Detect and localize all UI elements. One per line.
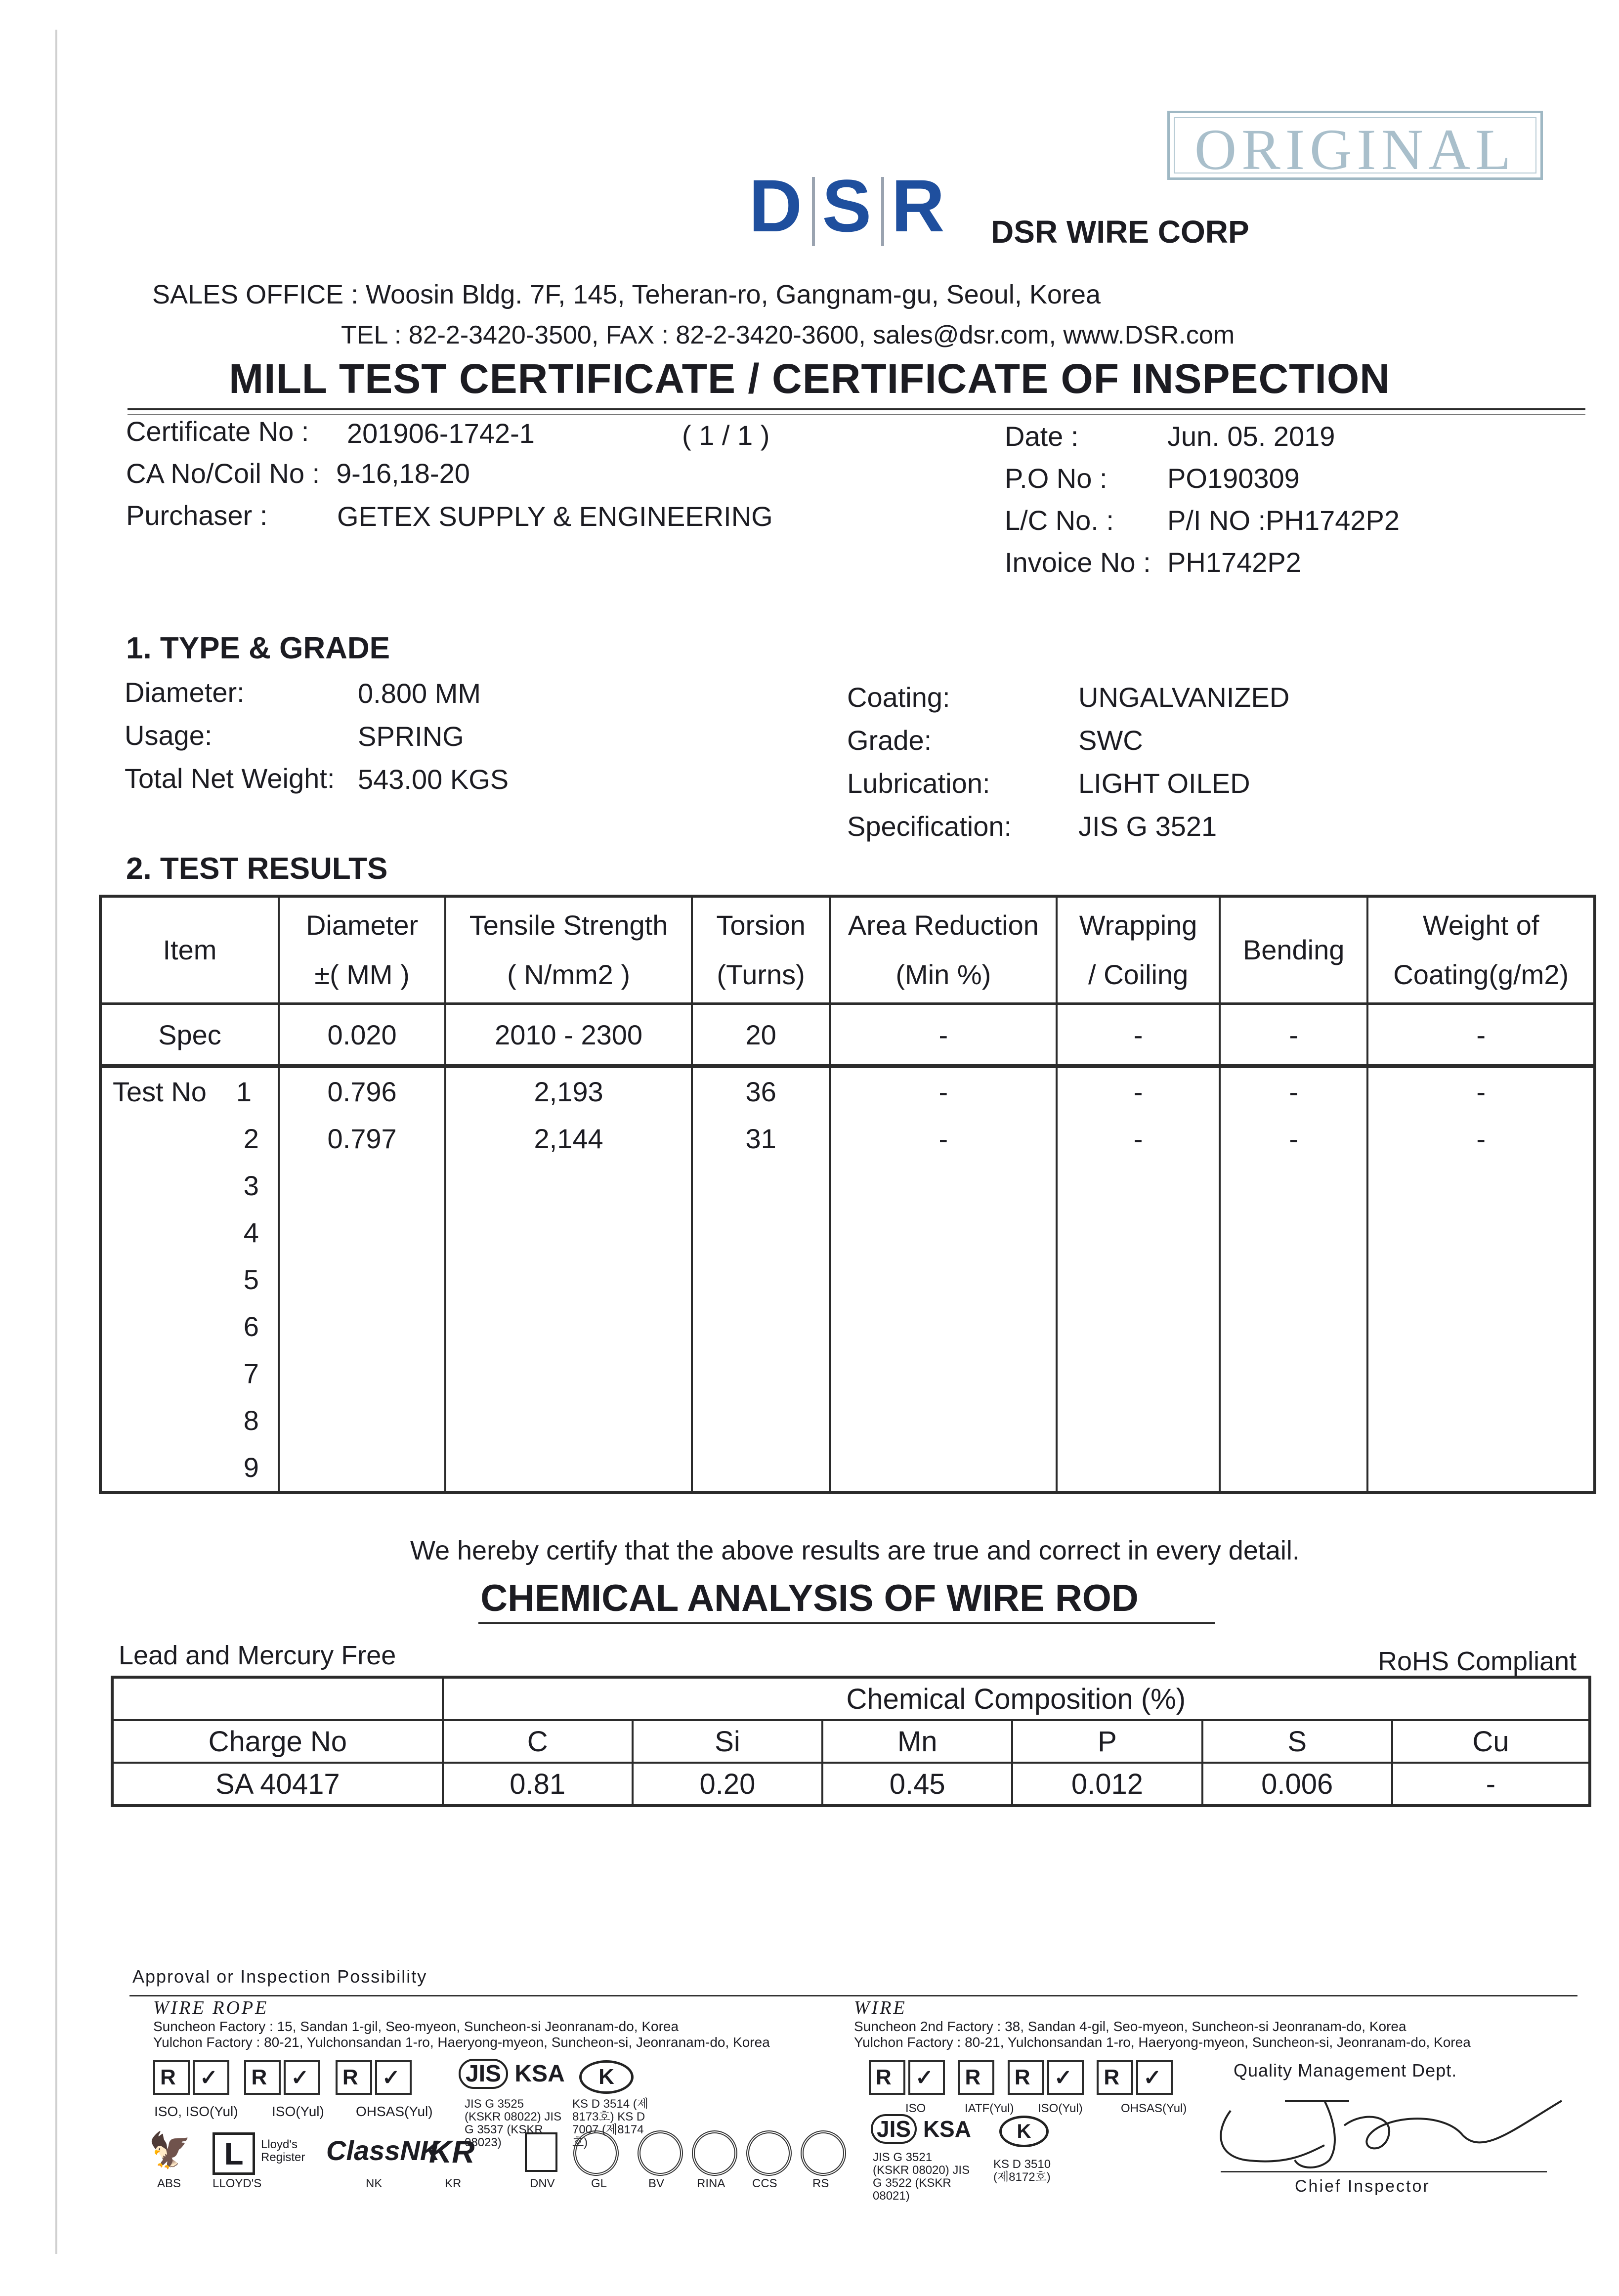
classnk-logo: ClassNK <box>326 2135 440 2166</box>
cert-logo-icon: R <box>1097 2060 1133 2095</box>
class-label: GL <box>591 2177 607 2190</box>
chem-value: 0.006 <box>1202 1763 1392 1806</box>
lloyds-icon: L <box>213 2132 255 2175</box>
cert-no: 201906-1742-1 <box>347 418 535 449</box>
lloyds-text: Lloyd's Register <box>261 2138 305 2164</box>
th-bending: Bending <box>1220 896 1368 1004</box>
test-torsion: 31 <box>692 1115 830 1162</box>
test-row <box>100 1397 1595 1444</box>
test-row <box>100 1256 1595 1303</box>
chem-value-row <box>112 1763 1590 1806</box>
wire-ks-mark-icon: K <box>999 2116 1049 2147</box>
chem-composition-label: Chemical Composition (%) <box>443 1677 1590 1720</box>
rope-cert-label: ISO, ISO(Yul) <box>154 2104 238 2119</box>
test-bending: - <box>1220 1066 1368 1115</box>
document-title: MILL TEST CERTIFICATE / CERTIFICATE OF INSPECTION <box>229 355 1390 402</box>
test-no-cell <box>100 1066 279 1115</box>
test-row <box>100 1162 1595 1209</box>
wire-jis-ksa-logo: JIS KSA <box>871 2116 971 2142</box>
weight-value: 543.00 KGS <box>358 764 509 795</box>
chem-element: C <box>443 1720 633 1763</box>
bv-seal-icon <box>638 2130 683 2176</box>
class-label: RS <box>812 2177 829 2190</box>
chem-value: - <box>1392 1763 1590 1806</box>
gl-seal-icon <box>573 2130 619 2176</box>
test-row <box>100 1115 1595 1162</box>
test-diameter: 0.797 <box>279 1115 445 1162</box>
chemical-heading-rule <box>478 1622 1215 1624</box>
lubrication-value: LIGHT OILED <box>1078 768 1250 799</box>
test-area: - <box>830 1115 1057 1162</box>
spec-value: JIS G 3521 <box>1078 811 1217 842</box>
spec-label: Specification: <box>847 811 1012 842</box>
spec-torsion: 20 <box>692 1004 830 1066</box>
test-number: 2 <box>100 1115 279 1162</box>
th-coating: Weight of Coating(g/m2) <box>1367 896 1595 1004</box>
suncheon-address: Suncheon Factory : 15, Sandan 1-gil, Seo-myeon, Suncheon-si Jeonranam-do, Korea <box>153 2019 679 2034</box>
class-label: DNV <box>530 2177 555 2190</box>
test-number: 7 <box>100 1350 279 1397</box>
test-torsion: 36 <box>692 1066 830 1115</box>
date-label: Date : <box>1005 421 1079 452</box>
spec-label-cell: Spec <box>100 1004 279 1066</box>
ca-label: CA No/Coil No : <box>126 458 320 489</box>
chemical-heading: CHEMICAL ANALYSIS OF WIRE ROD <box>480 1577 1139 1619</box>
test-bending: - <box>1220 1115 1368 1162</box>
chem-charge-label: Charge No <box>112 1720 443 1763</box>
diameter-value: 0.800 MM <box>358 678 481 709</box>
th-item: Item <box>100 896 279 1004</box>
class-label: NK <box>366 2177 383 2190</box>
company-name: DSR WIRE CORP <box>991 214 1249 250</box>
wire-jis-standards: JIS G 3521 (KSKR 08020) JIS G 3522 (KSKR 08021) <box>873 2151 970 2203</box>
wire-cert-label: IATF(Yul) <box>965 2102 1014 2115</box>
po-label: P.O No : <box>1005 463 1108 494</box>
cert-logo-icon: R <box>958 2060 994 2095</box>
chem-value: 0.012 <box>1012 1763 1202 1806</box>
test-coating: - <box>1367 1066 1595 1115</box>
chem-element: Cu <box>1392 1720 1590 1763</box>
th-wrapping: Wrapping / Coiling <box>1057 896 1220 1004</box>
th-torsion: Torsion (Turns) <box>692 896 830 1004</box>
rope-cert-logos <box>153 2060 415 2097</box>
original-stamp <box>1167 111 1543 180</box>
title-rule-thin <box>128 414 1585 415</box>
cert-logo-icon: ✓ <box>908 2060 945 2095</box>
spec-wrapping: - <box>1057 1004 1220 1066</box>
wire-cert-logos <box>869 2060 1176 2097</box>
cert-logo-icon: ✓ <box>284 2060 320 2095</box>
class-label: ABS <box>157 2177 181 2190</box>
test-number: 9 <box>100 1444 279 1492</box>
test-row <box>100 1350 1595 1397</box>
cert-logo-icon: ✓ <box>1136 2060 1173 2095</box>
dnv-icon <box>525 2132 557 2172</box>
test-number: 1 <box>236 1076 252 1107</box>
chem-header-row <box>112 1720 1590 1763</box>
test-wrapping: - <box>1057 1066 1220 1115</box>
class-label: KR <box>445 2177 462 2190</box>
spec-diameter: 0.020 <box>279 1004 445 1066</box>
suncheon2-address: Suncheon 2nd Factory : 38, Sandan 4-gil, Seo-myeon, Suncheon-si Jeonranam-do, Korea <box>854 2019 1406 2034</box>
coating-label: Coating: <box>847 682 950 713</box>
grade-value: SWC <box>1078 725 1143 756</box>
cert-logo-icon: ✓ <box>193 2060 229 2095</box>
cert-logo-icon: R <box>244 2060 281 2095</box>
test-number: 5 <box>100 1256 279 1303</box>
test-wrapping: - <box>1057 1115 1220 1162</box>
class-label: BV <box>648 2177 665 2190</box>
coating-value: UNGALVANIZED <box>1078 682 1290 713</box>
usage-value: SPRING <box>358 721 464 752</box>
spec-bending: - <box>1220 1004 1368 1066</box>
logo-letter-d: D <box>749 164 806 247</box>
rope-jis-standards: JIS G 3525 (KSKR 08022) JIS G 3537 (KSKR 08023) <box>465 2097 562 2149</box>
chem-element: Mn <box>822 1720 1012 1763</box>
test-results-heading: 2. TEST RESULTS <box>126 852 388 886</box>
chem-group-row <box>112 1677 1590 1720</box>
chem-element: P <box>1012 1720 1202 1763</box>
footer-rule <box>129 1995 1577 1996</box>
approval-text: Approval or Inspection Possibility <box>132 1966 427 1987</box>
test-number: 6 <box>100 1303 279 1350</box>
jis-ksa-logo: JIS KSA <box>459 2060 565 2087</box>
date-value: Jun. 05. 2019 <box>1167 421 1335 452</box>
kr-logo: KR <box>429 2134 475 2169</box>
rope-cert-label: ISO(Yul) <box>272 2104 324 2119</box>
wire-label: WIRE <box>854 1997 907 2018</box>
cert-no-label: Certificate No : <box>126 416 309 447</box>
usage-label: Usage: <box>125 720 213 751</box>
test-coating: - <box>1367 1115 1595 1162</box>
chem-charge-no: SA 40417 <box>112 1763 443 1806</box>
wire-cert-label: ISO <box>905 2102 926 2115</box>
wire-rope-label: WIRE ROPE <box>153 1997 269 2018</box>
cert-logo-icon: R <box>153 2060 190 2095</box>
purchaser-value: GETEX SUPPLY & ENGINEERING <box>337 501 773 532</box>
rina-seal-icon <box>692 2130 737 2176</box>
class-label: LLOYD'S <box>213 2177 262 2190</box>
sales-office: SALES OFFICE : Woosin Bldg. 7F, 145, Teheran-ro, Gangnam-gu, Seoul, Korea <box>152 280 1101 309</box>
test-row <box>100 1209 1595 1256</box>
test-no-label: Test No <box>113 1076 207 1107</box>
rope-cert-label: OHSAS(Yul) <box>356 2104 433 2119</box>
chem-value: 0.45 <box>822 1763 1012 1806</box>
ccs-seal-icon <box>746 2130 792 2176</box>
chem-value: 0.20 <box>633 1763 822 1806</box>
page-count: ( 1 / 1 ) <box>682 420 770 451</box>
title-rule <box>128 408 1585 410</box>
dsr-logo <box>749 163 948 249</box>
chemical-table <box>111 1676 1591 1807</box>
spec-area: - <box>830 1004 1057 1066</box>
po-value: PO190309 <box>1167 463 1300 494</box>
test-row <box>100 1066 1595 1115</box>
diameter-label: Diameter: <box>125 677 245 708</box>
wire-ks-standards: KS D 3510 (제8172호) <box>993 2158 1051 2184</box>
original-stamp-text: ORIGINAL <box>1194 117 1516 182</box>
inspector-signature <box>1186 2081 1572 2175</box>
qm-dept: Quality Management Dept. <box>1234 2060 1457 2080</box>
scan-edge <box>55 30 57 2254</box>
th-tensile: Tensile Strength ( N/mm2 ) <box>445 896 692 1004</box>
spec-row <box>100 1004 1595 1066</box>
test-row <box>100 1303 1595 1350</box>
lc-value: P/I NO :PH1742P2 <box>1167 505 1400 536</box>
yulchon-address: Yulchon Factory : 80-21, Yulchonsandan 1-ro, Haeryong-myeon, Suncheon-si, Jeonranam-do, Korea <box>153 2035 770 2050</box>
rope-ks-standards: KS D 3514 (제8173호) KS D 7007 (제8174호) <box>572 2097 648 2149</box>
cert-logo-icon: ✓ <box>375 2060 412 2095</box>
invoice-label: Invoice No : <box>1005 547 1151 578</box>
test-results-table <box>99 895 1596 1494</box>
cert-logo-icon: R <box>869 2060 905 2095</box>
yulchon2-address: Yulchon Factory : 80-21, Yulchonsandan 1-ro, Haeryong-myeon, Suncheon-si, Jeonranam-do, Korea <box>854 2035 1471 2050</box>
chem-empty-cell <box>112 1677 443 1720</box>
logo-letter-s: S <box>822 164 875 247</box>
wire-cert-label: OHSAS(Yul) <box>1121 2102 1187 2115</box>
test-row <box>100 1444 1595 1492</box>
cert-logo-icon: ✓ <box>1047 2060 1084 2095</box>
spec-coating: - <box>1367 1004 1595 1066</box>
rs-seal-icon <box>801 2130 846 2176</box>
wire-cert-label: ISO(Yul) <box>1038 2102 1083 2115</box>
th-area: Area Reduction (Min %) <box>830 896 1057 1004</box>
class-society-logos <box>148 2130 850 2180</box>
grade-label: Grade: <box>847 725 932 756</box>
th-diameter: Diameter ±( MM ) <box>279 896 445 1004</box>
test-header-row <box>100 896 1595 1004</box>
cert-logo-icon: R <box>336 2060 372 2095</box>
test-tensile: 2,144 <box>445 1115 692 1162</box>
test-area: - <box>830 1066 1057 1115</box>
abs-eagle-icon: 🦅 <box>148 2131 192 2169</box>
certify-text: We hereby certify that the above results are true and correct in every detail. <box>410 1536 1300 1565</box>
type-grade-heading: 1. TYPE & GRADE <box>126 631 390 665</box>
signature-rule <box>1221 2171 1547 2172</box>
contact-line: TEL : 82-2-3420-3500, FAX : 82-2-3420-3600, sales@dsr.com, www.DSR.com <box>341 321 1235 349</box>
chem-element: Si <box>633 1720 822 1763</box>
chem-element: S <box>1202 1720 1392 1763</box>
invoice-value: PH1742P2 <box>1167 547 1301 578</box>
lubrication-label: Lubrication: <box>847 768 990 799</box>
chief-inspector: Chief Inspector <box>1295 2177 1430 2196</box>
ca-value: 9-16,18-20 <box>336 458 470 489</box>
ks-mark-icon: K <box>579 2060 634 2094</box>
rohs-text: RoHS Compliant <box>1378 1646 1577 1676</box>
lead-free-text: Lead and Mercury Free <box>119 1641 396 1670</box>
test-tensile: 2,193 <box>445 1066 692 1115</box>
weight-label: Total Net Weight: <box>125 763 335 794</box>
purchaser-label: Purchaser : <box>126 500 268 531</box>
test-number: 3 <box>100 1162 279 1209</box>
class-label: CCS <box>752 2177 777 2190</box>
chem-value: 0.81 <box>443 1763 633 1806</box>
class-label: RINA <box>697 2177 725 2190</box>
logo-letter-r: R <box>891 164 948 247</box>
test-number: 4 <box>100 1209 279 1256</box>
spec-tensile: 2010 - 2300 <box>445 1004 692 1066</box>
lc-label: L/C No. : <box>1005 505 1114 536</box>
test-diameter: 0.796 <box>279 1066 445 1115</box>
test-number: 8 <box>100 1397 279 1444</box>
cert-logo-icon: R <box>1008 2060 1044 2095</box>
